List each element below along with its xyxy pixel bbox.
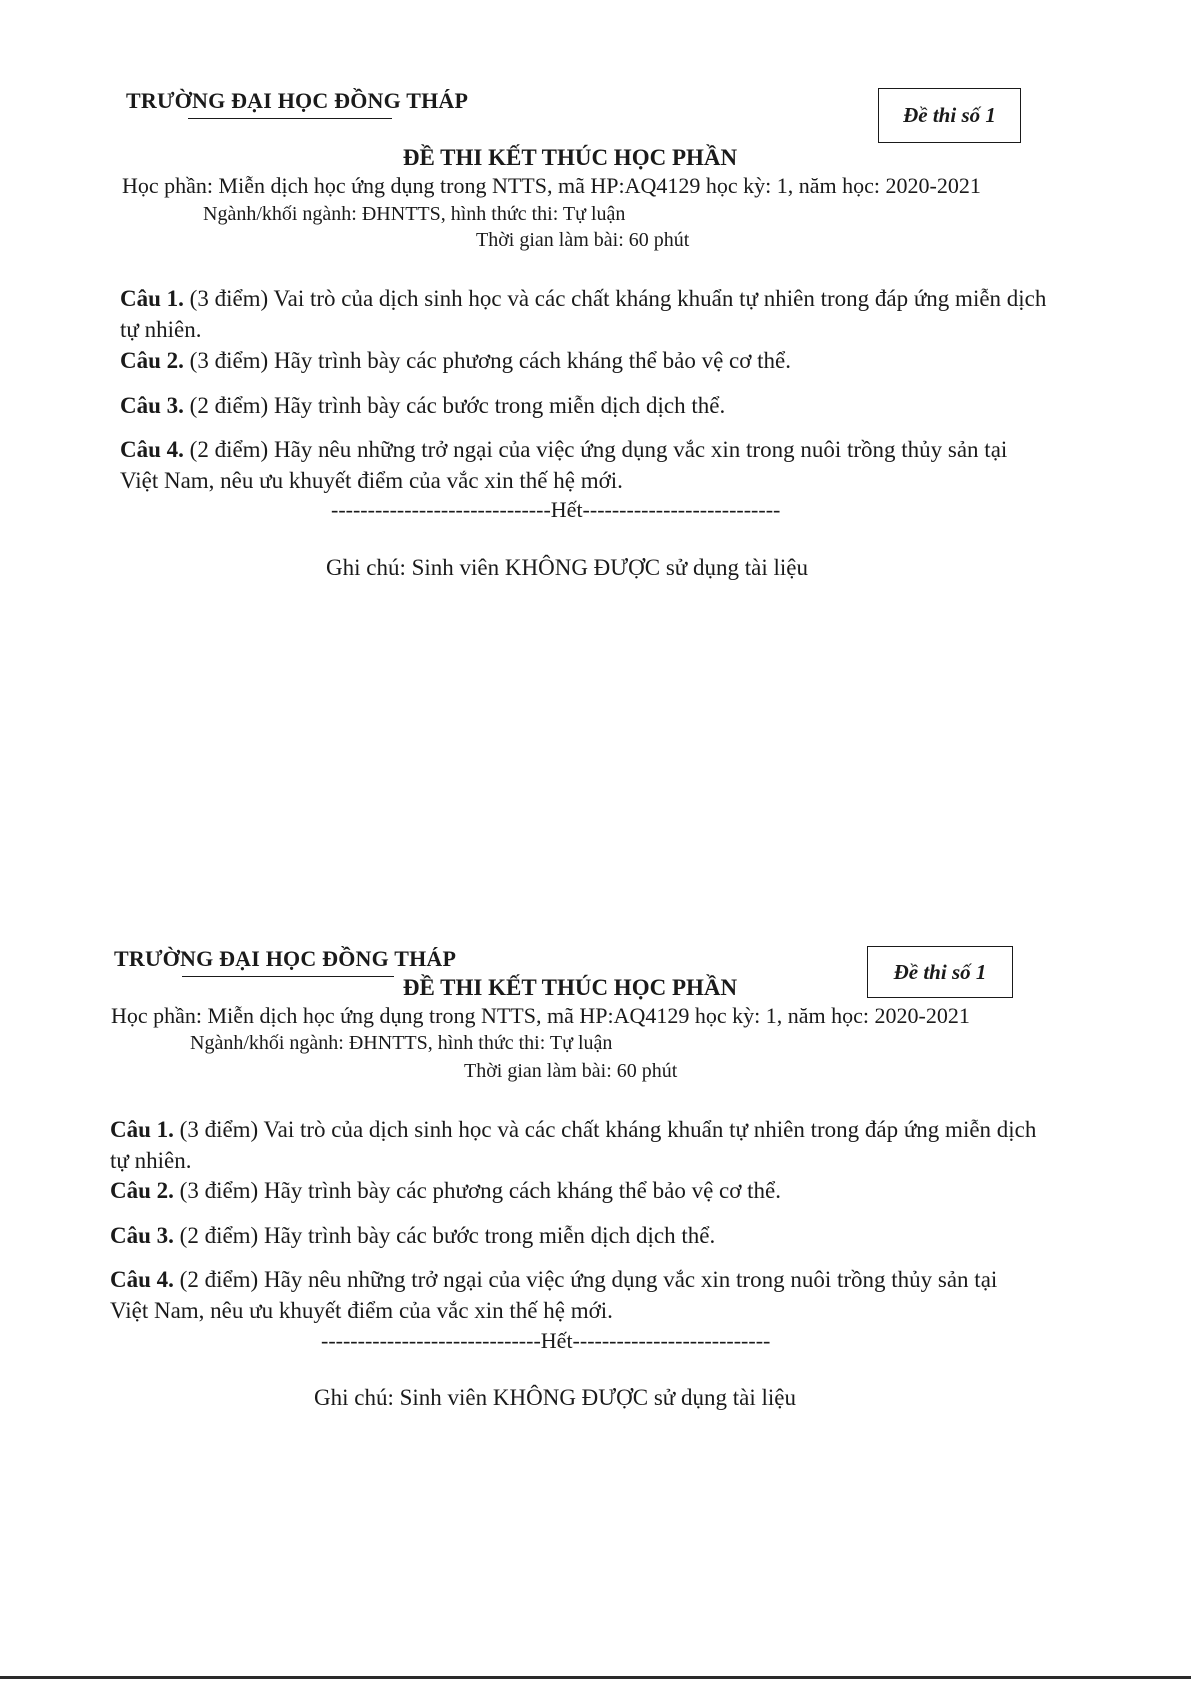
question-2-label: Câu 2.	[110, 1178, 174, 1203]
question-4-label: Câu 4.	[110, 1267, 174, 1292]
major-line: Ngành/khối ngành: ĐHNTTS, hình thức thi: Tự luận	[203, 203, 626, 225]
exam-title: ĐỀ THI KẾT THÚC HỌC PHẦN	[402, 975, 738, 1000]
time-line: Thời gian làm bài: 60 phút	[476, 229, 690, 251]
question-2	[120, 345, 1060, 376]
question-2-label: Câu 2.	[120, 348, 184, 373]
question-1-label: Câu 1.	[110, 1117, 174, 1142]
note: Ghi chú: Sinh viên KHÔNG ĐƯỢC sử dụng tài liệu	[326, 555, 808, 580]
question-2-text: (3 điểm) Hãy trình bày các phương cách kháng thể bảo vệ cơ thể.	[183, 348, 792, 373]
question-4-text: (2 điểm) Hãy nêu những trở ngại của việc ứng dụng vắc xin trong nuôi trồng thủy sản tại Việt Nam, nêu ưu khuyết điểm của vắc xin thế hệ mới.	[120, 437, 1008, 493]
question-3-label: Câu 3.	[120, 393, 184, 418]
question-4	[110, 1264, 1040, 1326]
question-1-label: Câu 1.	[120, 286, 184, 311]
school-name: TRƯỜNG ĐẠI HỌC ĐỒNG THÁP	[126, 88, 469, 113]
time-line: Thời gian làm bài: 60 phút	[464, 1060, 678, 1082]
question-3-label: Câu 3.	[110, 1223, 174, 1248]
page-bottom-edge	[0, 1676, 1191, 1679]
question-3	[120, 390, 1060, 421]
question-1	[120, 283, 1060, 345]
exam-code-box: Đề thi số 1	[878, 88, 1021, 143]
school-underline	[188, 118, 392, 119]
end-marker: ------------------------------Hết---------------------------	[331, 497, 781, 522]
question-4-label: Câu 4.	[120, 437, 184, 462]
course-line: Học phần: Miễn dịch học ứng dụng trong NTTS, mã HP:AQ4129 học kỳ: 1, năm học: 2020-2021	[111, 1003, 970, 1028]
exam-code-box: Đề thi số 1	[867, 946, 1013, 998]
exam-sheet-top	[0, 0, 1191, 580]
question-1	[110, 1114, 1050, 1176]
exam-title: ĐỀ THI KẾT THÚC HỌC PHẦN	[402, 145, 738, 170]
course-line: Học phần: Miễn dịch học ứng dụng trong NTTS, mã HP:AQ4129 học kỳ: 1, năm học: 2020-2021	[122, 173, 981, 198]
question-4	[120, 434, 1050, 496]
question-2-text: (3 điểm) Hãy trình bày các phương cách kháng thể bảo vệ cơ thể.	[173, 1178, 782, 1203]
question-1-text: (3 điểm) Vai trò của dịch sinh học và các chất kháng khuẩn tự nhiên trong đáp ứng miễn dịch tự nhiên.	[110, 1117, 1037, 1173]
note: Ghi chú: Sinh viên KHÔNG ĐƯỢC sử dụng tài liệu	[314, 1385, 796, 1410]
question-1-text: (3 điểm) Vai trò của dịch sinh học và các chất kháng khuẩn tự nhiên trong đáp ứng miễn dịch tự nhiên.	[120, 286, 1047, 342]
question-4-text: (2 điểm) Hãy nêu những trở ngại của việc ứng dụng vắc xin trong nuôi trồng thủy sản tại Việt Nam, nêu ưu khuyết điểm của vắc xin thế hệ mới.	[110, 1267, 998, 1323]
end-marker: ------------------------------Hết---------------------------	[321, 1328, 771, 1353]
question-3	[110, 1220, 1050, 1251]
exam-sheet-bottom	[0, 854, 1191, 1410]
school-name: TRƯỜNG ĐẠI HỌC ĐỒNG THÁP	[114, 946, 457, 971]
major-line: Ngành/khối ngành: ĐHNTTS, hình thức thi: Tự luận	[190, 1032, 613, 1054]
question-2	[110, 1175, 1050, 1206]
question-3-text: (2 điểm) Hãy trình bày các bước trong miễn dịch dịch thể.	[183, 393, 726, 418]
question-3-text: (2 điểm) Hãy trình bày các bước trong miễn dịch dịch thể.	[173, 1223, 716, 1248]
